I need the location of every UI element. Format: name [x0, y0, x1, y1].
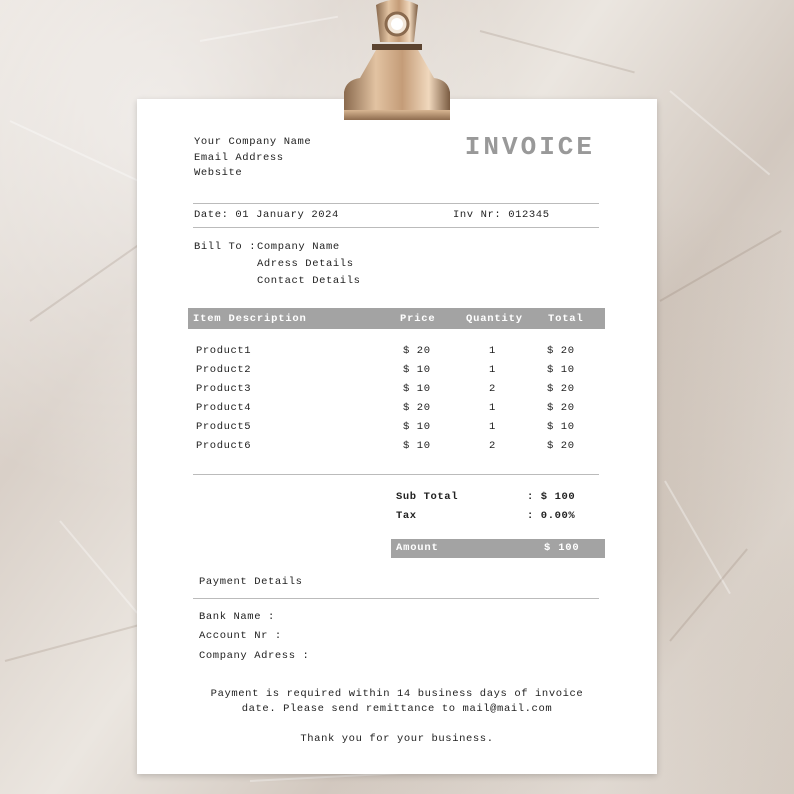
row-qty: 1: [489, 345, 496, 357]
header-quantity: Quantity: [466, 313, 523, 325]
invoice-number: Inv Nr: 012345: [453, 209, 550, 221]
row-total: $ 20: [547, 345, 575, 357]
table-row: [137, 440, 657, 459]
row-item: Product2: [196, 364, 252, 376]
row-qty: 2: [489, 383, 496, 395]
table-row: [137, 345, 657, 364]
payment-terms-line2: date. Please send remittance to mail@mail.com: [241, 703, 553, 715]
bill-to-company: Company Name: [257, 241, 340, 253]
thank-you-note: Thank you for your business.: [300, 733, 494, 745]
bill-to-address: Adress Details: [257, 258, 354, 270]
account-number: Account Nr :: [199, 630, 282, 642]
subtotal-label: Sub Total: [396, 491, 459, 503]
row-qty: 2: [489, 440, 496, 452]
header-item-description: Item Description: [193, 313, 307, 325]
table-row: [137, 364, 657, 383]
tax-label: Tax: [396, 510, 417, 522]
row-total: $ 20: [547, 402, 575, 414]
row-item: Product3: [196, 383, 252, 395]
row-price: $ 20: [403, 345, 431, 357]
row-price: $ 20: [403, 402, 431, 414]
divider: [193, 227, 599, 228]
divider: [193, 203, 599, 204]
table-row: [137, 402, 657, 421]
divider: [193, 474, 599, 475]
company-website: Website: [194, 167, 243, 179]
tax-value: : 0.00%: [527, 510, 576, 522]
row-qty: 1: [489, 402, 496, 414]
row-total: $ 20: [547, 383, 575, 395]
invoice-page: [137, 99, 657, 774]
row-price: $ 10: [403, 421, 431, 433]
company-address: Company Adress :: [199, 650, 310, 662]
row-item: Product1: [196, 345, 252, 357]
subtotal-value: : $ 100: [527, 491, 576, 503]
amount-bar: [391, 539, 605, 558]
amount-value: $ 100: [544, 542, 580, 554]
row-price: $ 10: [403, 440, 431, 452]
row-qty: 1: [489, 364, 496, 376]
invoice-date: Date: 01 January 2024: [194, 209, 339, 221]
payment-heading: Payment Details: [199, 576, 303, 588]
bill-to-contact: Contact Details: [257, 275, 361, 287]
row-item: Product4: [196, 402, 252, 414]
table-header: [188, 308, 605, 329]
company-name: Your Company Name: [194, 136, 312, 148]
row-total: $ 10: [547, 421, 575, 433]
table-row: [137, 383, 657, 402]
row-total: $ 20: [547, 440, 575, 452]
bill-to-label: Bill To :: [194, 241, 257, 253]
table-row: [137, 421, 657, 440]
payment-terms-line1: Payment is required within 14 business days of invoice: [210, 688, 584, 700]
row-item: Product5: [196, 421, 252, 433]
invoice-title: INVOICE: [464, 132, 595, 162]
row-total: $ 10: [547, 364, 575, 376]
divider: [193, 598, 599, 599]
row-price: $ 10: [403, 383, 431, 395]
row-qty: 1: [489, 421, 496, 433]
row-price: $ 10: [403, 364, 431, 376]
binder-clip-icon: [336, 0, 458, 122]
header-total: Total: [548, 313, 584, 325]
row-item: Product6: [196, 440, 252, 452]
bank-name: Bank Name :: [199, 611, 275, 623]
amount-label: Amount: [396, 542, 439, 554]
header-price: Price: [400, 313, 436, 325]
company-email: Email Address: [194, 152, 284, 164]
